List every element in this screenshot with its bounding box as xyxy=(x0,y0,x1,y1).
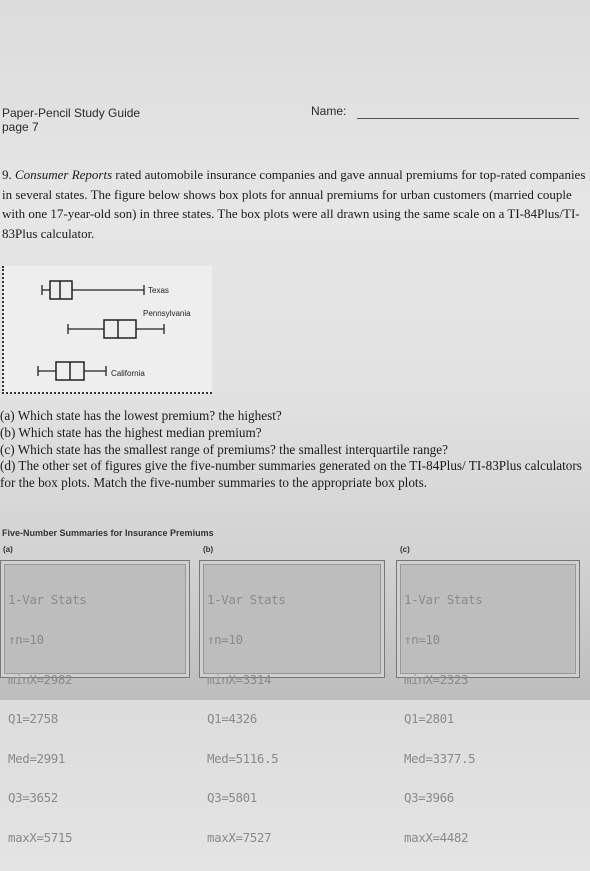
stats-line: Q1=4326 xyxy=(207,711,257,727)
stats-line: maxX=5715 xyxy=(8,830,73,846)
calculator-screen-c xyxy=(396,560,580,846)
stats-line: ↑n=10 xyxy=(8,632,44,648)
stats-line: Med=5116.5 xyxy=(207,750,279,766)
stats-line: Q3=5801 xyxy=(207,790,257,806)
texas-box xyxy=(50,281,72,299)
name-label: Name: xyxy=(311,104,347,118)
box-plot-figure xyxy=(2,266,212,394)
panel-tag-b: (b) xyxy=(203,545,214,554)
stats-line: minX=3314 xyxy=(207,671,272,687)
stats-line: Med=2991 xyxy=(8,750,66,766)
question-a: (a) Which state has the lowest premium? the highest? xyxy=(0,408,282,423)
panel-tag-a: (a) xyxy=(3,545,13,554)
stats-line: ↑n=10 xyxy=(207,632,243,648)
stats-line: Med=3377.5 xyxy=(404,750,476,766)
pennsylvania-box xyxy=(104,320,136,338)
texas-label: Texas xyxy=(148,286,169,295)
stats-line: ↑n=10 xyxy=(404,632,440,648)
study-guide-title xyxy=(2,106,140,134)
problem-statement xyxy=(2,165,588,243)
stats-line: Q1=2801 xyxy=(404,711,454,727)
stats-line: minX=2982 xyxy=(8,671,73,687)
name-underline xyxy=(357,118,579,119)
stats-line: 1-Var Stats xyxy=(207,592,286,608)
title-line-2: page 7 xyxy=(2,120,39,134)
pennsylvania-label: Pennsylvania xyxy=(143,309,191,318)
stats-display-c xyxy=(400,564,576,846)
calculator-screen-b xyxy=(199,560,385,846)
question-c: (c) Which state has the smallest range of premiums? the smallest interquartile range? xyxy=(0,441,448,457)
stats-line: 1-Var Stats xyxy=(8,592,87,608)
stats-line: 1-Var Stats xyxy=(404,592,483,608)
panel-tag-c: (c) xyxy=(400,545,410,554)
stats-display-a xyxy=(4,564,186,846)
summaries-title: Five-Number Summaries for Insurance Premiums xyxy=(2,528,214,538)
problem-source: Consumer Reports xyxy=(15,167,113,182)
stats-line: Q3=3652 xyxy=(8,790,58,806)
box-plot-svg xyxy=(4,266,212,392)
california-label: California xyxy=(111,369,145,378)
stats-line: Q1=2758 xyxy=(8,711,58,727)
problem-number: 9. xyxy=(2,167,12,182)
title-line-1: Paper-Pencil Study Guide xyxy=(2,106,141,120)
stats-line: maxX=4482 xyxy=(404,830,469,846)
stats-line: Q3=3966 xyxy=(404,790,454,806)
problem-text: rated automobile insurance companies and gave annual premiums for top-rated companies in several states. The figure below shows box plots for annual premiums for urban customers (married couple with one 17-year-old son) in three states. The box plots were all drawn using the same scale on a TI-84Plus/TI-83Plus calculator. xyxy=(2,167,586,241)
stats-line: maxX=7527 xyxy=(207,830,272,846)
stats-display-b xyxy=(203,564,381,846)
stats-line: minX=2323 xyxy=(404,671,469,687)
question-d: (d) The other set of figures give the five-number summaries generated on the TI-84Plus/ TI-83Plus calculators for the box plots. Match the five-number summaries to the appropriate box plots. xyxy=(0,458,582,491)
calculator-screen-a xyxy=(0,560,190,846)
question-b: (b) Which state has the highest median premium? xyxy=(0,424,262,440)
question-list xyxy=(0,408,590,492)
